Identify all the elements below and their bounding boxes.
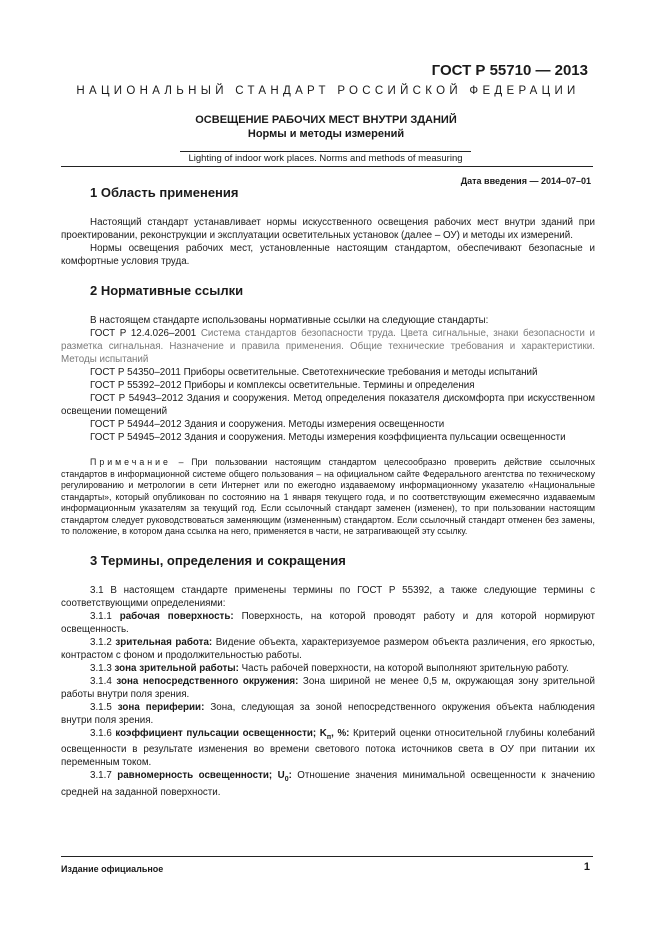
term-definition: 3.1.7 равномерность освещенности; $U_0$: Отношение значения минимальной освещенности к значению средней на заданной поверхности. — [61, 770, 595, 799]
references-note — [61, 457, 595, 538]
reference-item — [61, 327, 595, 366]
reference-item: ГОСТ Р 54943–2012 Здания и сооружения. Метод определения показателя дискомфорта при искусственном освещении помещений — [61, 393, 595, 417]
term-definition: 3.1.2 зрительная работа: Видение объекта, характеризуемое размером объекта различения, его яркостью, контрастом с фоном и продолжительностью работы. — [61, 636, 595, 661]
standard-number: ГОСТ Р 55710 — 2013 — [431, 62, 588, 79]
term-definition: 3.1.6 коэффициент пульсации освещенности; $K_п$, %: Критерий оценки относительной глубины колебаний освещенности в результате изменения во времени светового потока источников света в ОУ при питании их переменным током. — [61, 727, 596, 769]
section-1-paragraph: Настоящий стандарт устанавливает нормы искусственного освещения рабочих мест внутри зданий при проектировании, реконструкции и эксплуатации осветительных установок (далее – ОУ) и методы их измерений. — [61, 217, 595, 241]
term-name: равномерность освещенности; $U_0$: — [117, 770, 292, 784]
term-text: Критерий оценки относительной глубины колебаний освещенности в результате изменения во времени светового потока источников света в ОУ при питании их переменным током. — [61, 727, 596, 769]
term-name: зона периферии: — [117, 701, 205, 713]
reference-item: ГОСТ Р 54350–2011 Приборы осветительные. Светотехнические требования и методы испытаний — [90, 367, 538, 378]
term-definition: 3.1.4 зона непосредственного окружения: Зона шириной не менее 0,5 м, окружающая зону зрительной работы внутри поля зрения. — [61, 675, 595, 700]
term-text: Видение объекта, характеризуемое размером объекта различения, его яркостью, контрастом с фоном и продолжительностью работы. — [61, 636, 595, 661]
introduction-date: Дата введения — 2014–07–01 — [460, 176, 591, 186]
reference-item: ГОСТ Р 54944–2012 Здания и сооружения. Методы измерения освещенности — [90, 419, 445, 430]
term-name: рабочая поверхность: — [119, 610, 234, 622]
title-main: ОСВЕЩЕНИЕ РАБОЧИХ МЕСТ ВНУТРИ ЗДАНИЙ — [195, 114, 457, 126]
page-number: 1 — [583, 861, 590, 873]
section-2-heading: 2 Нормативные ссылки — [90, 283, 244, 298]
title-divider — [61, 166, 593, 167]
document-body — [61, 178, 595, 799]
reference-item: ГОСТ Р 55392–2012 Приборы и комплексы осветительные. Термины и определения — [90, 380, 475, 391]
term-name: зрительная работа: — [115, 636, 213, 648]
section-3-heading: 3 Термины, определения и сокращения — [90, 552, 346, 568]
section-1-heading: 1 Область применения — [90, 185, 239, 200]
note-text: – При пользовании настоящим стандартом целесообразно проверить действие ссылочных стандартов в информационной системе общего пользования – на официальном сайте Федерального агентства по техническому регулированию и метрологии в сети Интернет или по ежегодно издаваемому информационному указателю «Национальные стандарты», который опубликован по состоянию на 1 января текущего года, и по соответствующим ежемесячно издаваемым информационным указателям за текущий год. Если ссылочный стандарт заменен (изменен), то при пользовании настоящим стандартом следует руководствоваться заменяющим (измененным) стандартом. Если ссылочный стандарт отменен без замены, то положение, в котором дана ссылка на него, применяется в части, не затрагивающей эту ссылку. — [61, 457, 595, 536]
title-english: Lighting of indoor work places. Norms and methods of measuring — [180, 151, 471, 164]
terms-intro: 3.1 В настоящем стандарте применены термины по ГОСТ Р 55392, а также следующие термины с соответствующими определениями: — [61, 584, 595, 609]
term-definition: 3.1.5 зона периферии: Зона, следующая за зоной непосредственного окружения объекта наблюдения внутри поля зрения. — [61, 701, 595, 726]
term-text: Часть рабочей поверхности, на которой выполняют зрительную работу. — [238, 662, 569, 674]
footer-divider — [61, 856, 593, 857]
official-edition-label: Издание официальное — [61, 864, 164, 874]
title-subtitle: Нормы и методы измерений — [247, 128, 405, 140]
term-text: Зона, следующая за зоной непосредственного окружения объекта наблюдения внутри поля зрения. — [61, 701, 595, 726]
reference-item: ГОСТ Р 54945–2012 Здания и сооружения. Методы измерения коэффициента пульсации освещенности — [90, 432, 566, 443]
term-definition: 3.1.3 зона зрительной работы: Часть рабочей поверхности, на которой выполняют зрительную работу. — [90, 662, 569, 674]
reference-code: ГОСТ Р 12.4.026–2001 — [90, 328, 197, 339]
document-title — [61, 113, 591, 141]
term-text: Поверхность, на которой проводят работу и для которой нормируют освещенность. — [61, 610, 595, 635]
term-text: Отношение значения минимальной освещенности к значению средней на заданной поверхности. — [61, 770, 595, 799]
term-name: зона непосредственного окружения: — [116, 675, 299, 687]
section-1-paragraph: Нормы освещения рабочих мест, установленные настоящим стандартом, обеспечивают безопасные и комфортные условия труда. — [61, 243, 595, 267]
note-label: Примечание — [90, 457, 171, 467]
term-definition: 3.1.1 рабочая поверхность: Поверхность, на которой проводят работу и для которой нормируют освещенность. — [61, 610, 595, 635]
term-name: зона зрительной работы: — [114, 662, 239, 674]
references-intro: В настоящем стандарте использованы нормативные ссылки на следующие стандарты: — [90, 315, 489, 326]
national-standard-heading: НАЦИОНАЛЬНЫЙ СТАНДАРТ РОССИЙСКОЙ ФЕДЕРАЦИИ — [76, 85, 580, 97]
term-name: коэффициент пульсации освещенности; $K_п$, %: — [115, 727, 350, 741]
term-text: Зона шириной не менее 0,5 м, окружающая зону зрительной работы внутри поля зрения. — [61, 675, 595, 700]
reference-title: Система стандартов безопасности труда. Цвета сигнальные, знаки безопасности и разметка сигнальная. Назначение и правила применения. Общие технические требования и характеристики. Методы испытаний — [61, 328, 595, 365]
